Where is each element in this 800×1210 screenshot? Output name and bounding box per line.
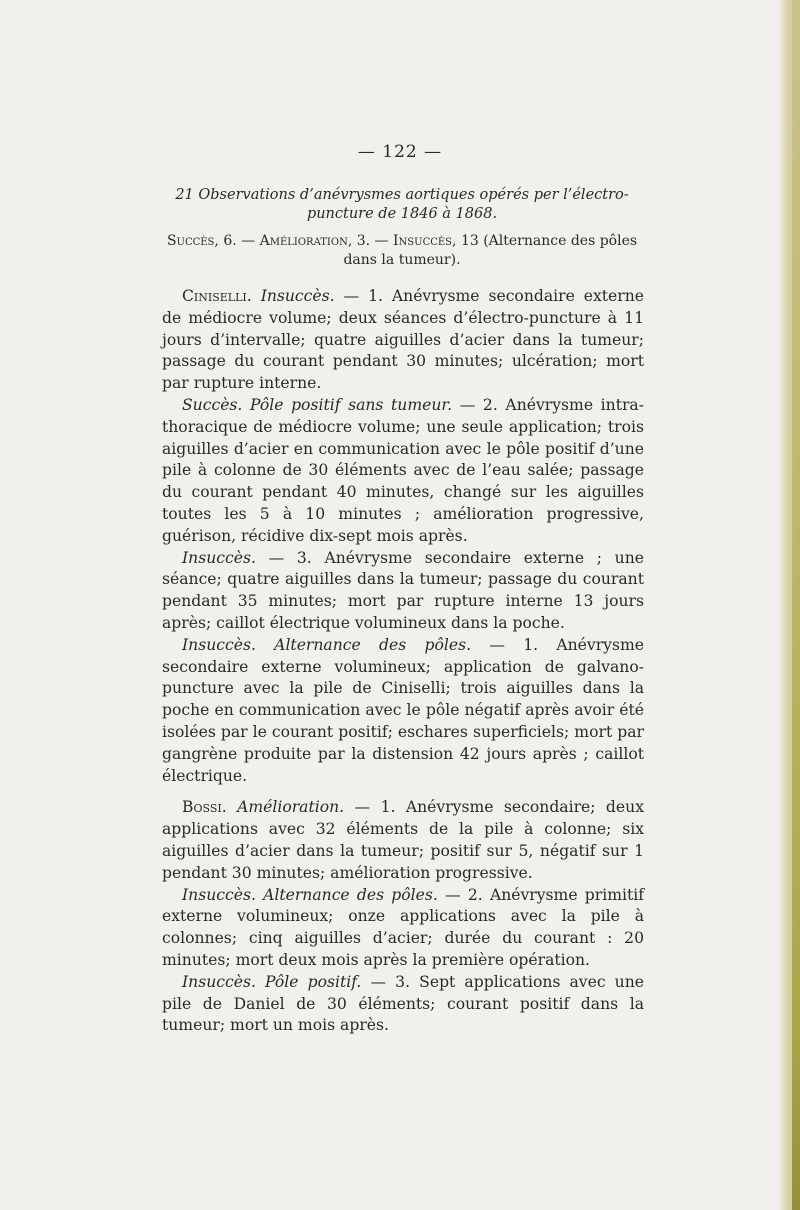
- summary-succes-label: Succès: [166, 233, 215, 249]
- observation-text: — 3. Anévrysme secondaire externe ; une séance; quatre aiguilles dans la tumeur; passage du courant pendant 35 minutes; mort par rupture interne 13 jours après; caillot électrique volumineux dans la poche.: [162, 548, 644, 632]
- observation-label: Insuccès.: [260, 287, 335, 305]
- observation-text: — 1. Anévrysme secondaire externe volumineux; application de galvano-puncture avec la pile de Ciniselli; trois aiguilles dans la poche en communication avec le pôle négatif après avoir été isolées par le courant positif; eschares superficiels; mort par gangrène produite par la distension 42 jours après ; caillot électrique.: [162, 635, 645, 785]
- observation-paragraph: [162, 635, 644, 788]
- observation-label: Amélioration.: [237, 798, 345, 817]
- summary-note: (Alternance des pôles dans la tumeur).: [343, 233, 638, 268]
- results-summary: Succès, 6. — Amélioration, 3. — Insuccès, 13 (Alternance des pôles dans la tumeur).: [166, 233, 638, 268]
- observation-paragraph: [162, 286, 644, 395]
- observation-text: — 2. Anévrysme intra-thoracique de médiocre volume; une seule application; trois aiguilles d’acier en communication avec le pôle positif d’une pile à colonne de 30 éléments avec de l’eau salée; passage du courant pendant 40 minutes, changé sur les aiguilles toutes les 5 à 10 minutes ; amélioration progressive, guérison, récidive dix-sept mois après.: [162, 395, 644, 545]
- section-heading: 21 Observations d’anévrysmes aortiques opérés per l’électro-puncture de 1846 à 1868.: [175, 187, 629, 222]
- summary-insucces-count: 13: [460, 233, 479, 249]
- observations-body: [162, 286, 644, 1037]
- summary-succes-count: 6: [223, 233, 233, 249]
- observation-label: Insuccès. Alternance des pôles.: [182, 885, 438, 904]
- page-edge-stain: [792, 0, 800, 1210]
- observation-text: — 2. Anévrysme primitif externe volumineux; onze applications avec la pile à colonnes; cinq aiguilles d’acier; durée du courant : 20 minutes; mort deux mois après la première opération.: [162, 885, 644, 969]
- observation-paragraph: [162, 972, 644, 1037]
- observation-label: Insuccès. Pôle positif.: [182, 972, 362, 991]
- page-number: — 122 —: [357, 142, 443, 162]
- summary-amelioration-count: 3: [356, 233, 366, 249]
- observation-text: — 1. Anévrysme secondaire; deux applications avec 32 éléments de la pile à colonne; six aiguilles d’acier dans la tumeur; positif sur 5, négatif sur 1 pendant 30 minutes; amélioration progressive.: [162, 798, 644, 882]
- summary-amelioration-label: Amélioration: [259, 233, 348, 249]
- observation-text: — 3. Sept applications avec une pile de Daniel de 30 éléments; courant positif dans la tumeur; mort un mois après.: [162, 972, 644, 1035]
- observation-paragraph: [162, 885, 644, 972]
- observation-label: Insuccès.: [182, 548, 256, 567]
- page-edge-shadow: [778, 0, 800, 1210]
- observation-label: Insuccès. Alternance des pôles.: [182, 635, 472, 654]
- observation-label: Succès. Pôle positif sans tumeur.: [182, 395, 453, 414]
- author-section-ciniselli: [162, 286, 644, 787]
- author-name: Bossi.: [182, 798, 227, 817]
- summary-insucces-label: Insuccès: [393, 233, 453, 249]
- observation-paragraph: [162, 395, 644, 548]
- author-name: Ciniselli.: [182, 287, 252, 305]
- observation-paragraph: [162, 548, 644, 635]
- observation-text: — 1. Anévrysme secondaire externe de médiocre volume; deux séances d’électro-puncture à 11 jours d’intervalle; quatre aiguilles d’acier dans la tumeur; passage du courant pendant 30 minutes; ulcération; mort par rupture interne.: [162, 287, 644, 393]
- observation-paragraph: [162, 797, 644, 884]
- author-section-bossi: [162, 797, 644, 1037]
